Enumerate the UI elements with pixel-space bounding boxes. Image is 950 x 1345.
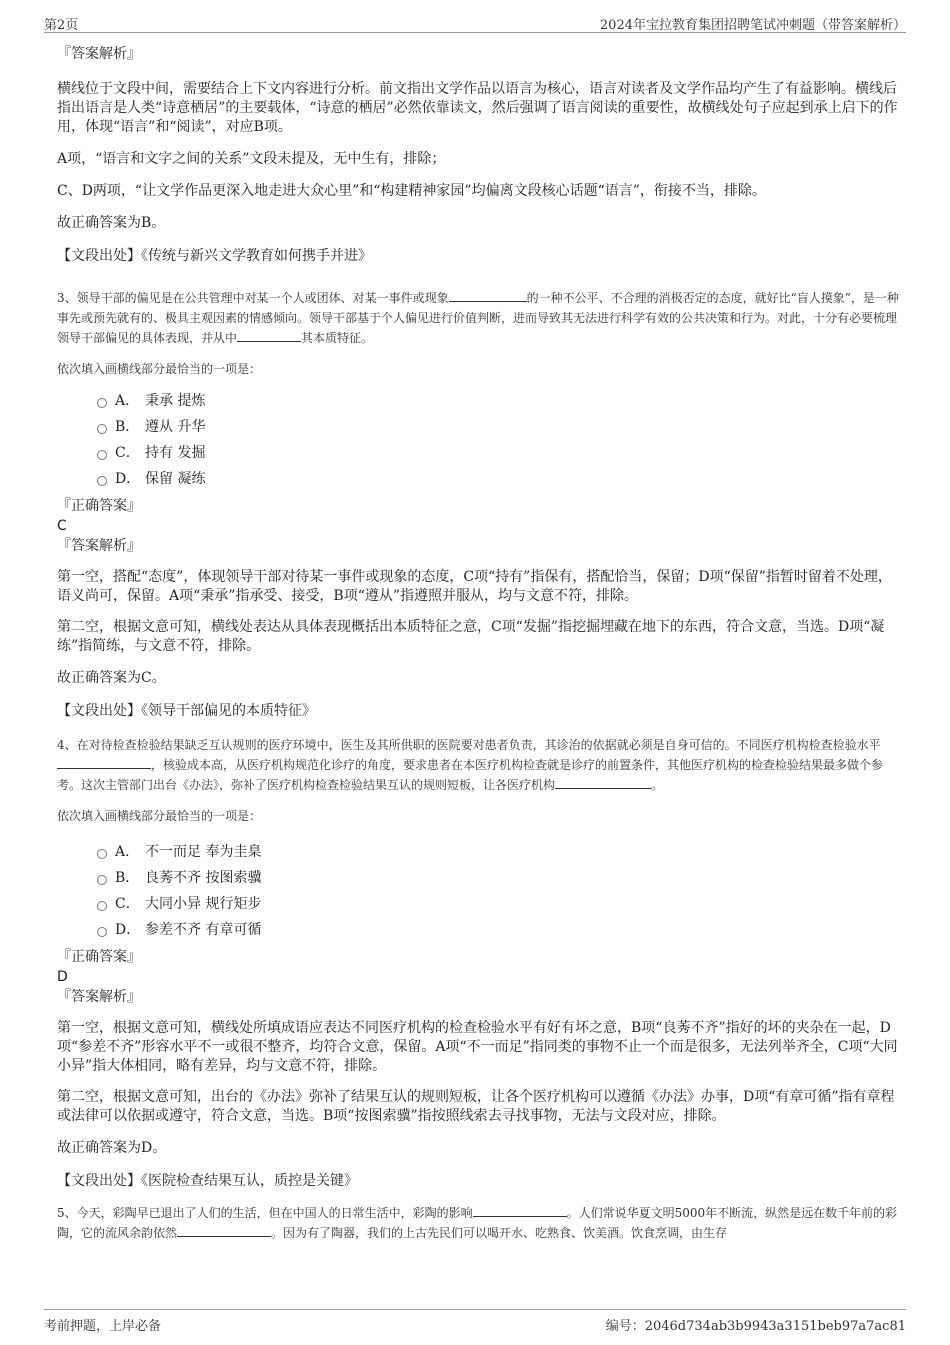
document-id: 编号：2046d734ab3b9943a3151beb97a7ac81	[605, 1319, 906, 1334]
page-number: 第2页	[44, 18, 79, 33]
q3-analysis-p2: 第二空，根据文意可知，横线处表达从具体表现概括出本质特征之意，C项“发掘”指挖掘埋藏在地下的东西，符合文意，当选。D项“凝练”指简练，与文意不符，排除。	[57, 619, 885, 654]
radio-icon[interactable]	[97, 849, 107, 859]
q3-option-a[interactable]: A． 秉承 提炼	[97, 388, 900, 414]
page-header	[44, 10, 906, 33]
q4-option-c[interactable]: C． 大同小异 规行矩步	[97, 891, 900, 917]
q5-blank-2	[177, 1224, 271, 1237]
page-footer	[44, 1309, 906, 1336]
q5-blank-1	[473, 1204, 567, 1217]
q3-analysis-p1: 第一空，搭配“态度”，体现领导干部对待某一事件或现象的态度，C项“持有”指保有，搭配恰当，保留；D项“保留”指暂时留着不处理，语义尚可，保留。A项“秉承”指承受、接受，B项“遵从”指遵照并服从，均与文意不符，排除。	[57, 569, 892, 604]
q2-source: 【文段出处】《传统与新兴文学教育如何携手并进》	[57, 248, 372, 264]
q4-blank-2	[555, 776, 651, 789]
radio-icon[interactable]	[97, 901, 107, 911]
q4-analysis-p2: 第二空，根据文意可知，出台的《办法》弥补了结果互认的规则短板，让各个医疗机构可以遵循《办法》办事，D项“有章可循”指有章程或法律可以依据或遵守，符合文意，当选。B项“按图索骥”指按照线索去寻找事物，无法与文段对应，排除。	[57, 1089, 895, 1124]
document-title: 2024年宝拉教育集团招聘笔试冲刺题（带答案解析）	[599, 18, 906, 33]
q3-option-d[interactable]: D． 保留 凝练	[97, 466, 900, 492]
q4-option-a[interactable]: A． 不一而足 奉为圭臬	[97, 839, 900, 865]
q4-correct-label: 『正确答案』	[57, 949, 141, 965]
q4-analysis-label: 『答案解析』	[57, 989, 141, 1005]
radio-icon[interactable]	[97, 875, 107, 885]
q3-blank-1	[449, 289, 527, 302]
q4-correct-answer: D	[57, 969, 68, 985]
radio-icon[interactable]	[97, 927, 107, 937]
q4-option-d[interactable]: D． 参差不齐 有章可循	[97, 917, 900, 943]
q4-analysis-p1: 第一空，根据文意可知，横线处所填成语应表达不同医疗机构的检查检验水平有好有坏之意，B项“良莠不齐”指好的坏的夹杂在一起，D项“参差不齐”形容水平不一或很不整齐，均符合文意，保留。A项“不一而足”指同类的事物不止一个而是很多，无法列举齐全，C项“大同小异”指大体相同，略有差异，均与文意不符，排除。	[57, 1020, 898, 1074]
q3-blank-2	[237, 329, 301, 342]
q3-options	[97, 388, 900, 492]
q3-option-b[interactable]: B． 遵从 升华	[97, 414, 900, 440]
q3-source: 【文段出处】《领导干部偏见的本质特征》	[57, 703, 316, 719]
q3-correct-label: 『正确答案』	[57, 498, 141, 514]
q4-source: 【文段出处】《医院检查结果互认，质控是关键》	[57, 1173, 358, 1189]
q4-conclusion: 故正确答案为D。	[57, 1140, 167, 1156]
q2-conclusion: 故正确答案为B。	[57, 215, 166, 231]
radio-icon[interactable]	[97, 398, 107, 408]
q4-stem: 4、在对待检查检验结果缺乏互认规则的医疗环境中，医生及其所供职的医院要对患者负责，其诊治的依据就必须是自身可信的。不同医疗机构检查检验水平，核验成本高，从医疗机构规范化诊疗的角度，要求患者在本医疗机构检查就是诊疗的前置条件，其他医疗机构的检查检验结果最多做个参考。这次主管部门出台《办法》，弥补了医疗机构检查检验结果互认的规则短板，让各医疗机构 。	[57, 738, 884, 792]
q4-options	[97, 839, 900, 943]
q4-blank-1	[57, 756, 151, 769]
q3-stem: 3、领导干部的偏见是在公共管理中对某一个人或团体、对某一事件或现象 的一种不公平、不合理的消极否定的态度，就好比“盲人摸象”，是一种事先或预先就有的、极具主观因素的情感倾向。领导干部基于个人偏见进行价值判断，进而导致其无法进行科学有效的公共决策和行为。对此，十分有必要梳理领导干部偏见的具体表现，并从中 其本质特征。	[57, 291, 899, 345]
q2-analysis-p2: A项，“语言和文字之间的关系”文段未提及，无中生有，排除；	[57, 151, 446, 167]
q2-analysis-label: 『答案解析』	[57, 46, 141, 62]
q3-prompt: 依次填入画横线部分最恰当的一项是：	[57, 362, 262, 376]
q2-analysis-p1: 横线位于文段中间，需要结合上下文内容进行分析。前文指出文学作品以语言为核心，语言对读者及文学作品均产生了有益影响。横线后指出语言是人类“诗意栖居”的主要载体，“诗意的栖居”必然依靠读文，然后强调了语言阅读的重要性，故横线处句子应起到承上启下的作用，体现“语言”和“阅读”，对应B项。	[57, 81, 898, 135]
q3-option-c[interactable]: C． 持有 发掘	[97, 440, 900, 466]
radio-icon[interactable]	[97, 424, 107, 434]
radio-icon[interactable]	[97, 450, 107, 460]
q3-analysis-label: 『答案解析』	[57, 538, 141, 554]
q5-stem: 5、今天，彩陶早已退出了人们的生活，但在中国人的日常生活中，彩陶的影响 。人们常说华夏文明5000年不断流，纵然是远在数千年前的彩陶，它的流风余韵依然 。因为有了陶器，我们的上古先民们可以喝开水、吃熟食、饮美酒。饮食烹调，由生存	[57, 1206, 898, 1240]
q4-prompt: 依次填入画横线部分最恰当的一项是：	[57, 809, 262, 823]
q3-correct-answer: C	[57, 518, 67, 534]
footer-slogan: 考前押题，上岸必备	[44, 1319, 162, 1334]
q3-conclusion: 故正确答案为C。	[57, 670, 166, 686]
q4-option-b[interactable]: B． 良莠不齐 按图索骥	[97, 865, 900, 891]
q2-analysis-p3: C、D两项，“让文学作品更深入地走进大众心里”和“构建精神家园”均偏离文段核心话题“语言”，衔接不当，排除。	[57, 183, 766, 199]
document-body	[57, 44, 900, 1243]
radio-icon[interactable]	[97, 476, 107, 486]
